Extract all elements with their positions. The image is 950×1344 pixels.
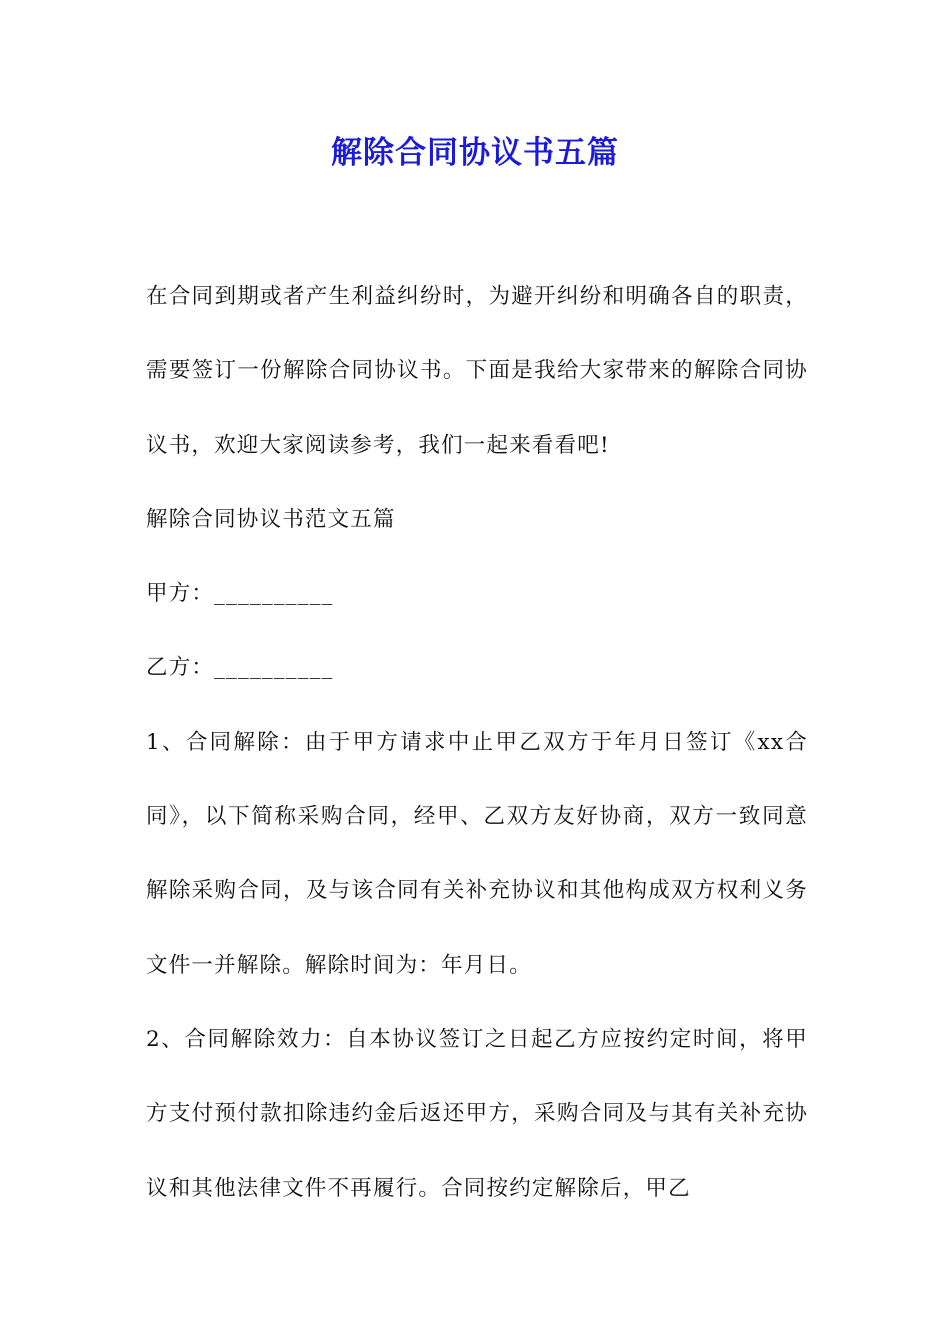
party-a-line: 甲方：__________ — [146, 581, 334, 607]
section-heading: 解除合同协议书范文五篇 — [146, 506, 396, 532]
document-body — [146, 260, 808, 1226]
clause-2: 2、合同解除效力：自本协议签订之日起乙方应按约定时间，将甲方支付预付款扣除违约金后返还甲方，采购合同及与其有关补充协议和其他法律文件不再履行。合同按约定解除后，甲乙 — [146, 1026, 808, 1201]
document-title: 解除合同协议书五篇 — [331, 135, 619, 171]
clause-1: 1、合同解除：由于甲方请求中止甲乙双方于年月日签订《xx合同》，以下简称采购合同，经甲、乙双方友好协商，双方一致同意解除采购合同，及与该合同有关补充协议和其他构成双方权利义务文件一并解除。解除时间为：年月日。 — [146, 729, 808, 978]
intro-paragraph: 在合同到期或者产生利益纠纷时，为避开纠纷和明确各自的职责，需要签订一份解除合同协议书。下面是我给大家带来的解除合同协议书，欢迎大家阅读参考，我们一起来看看吧! — [146, 284, 808, 458]
party-b-line: 乙方：__________ — [146, 655, 334, 681]
